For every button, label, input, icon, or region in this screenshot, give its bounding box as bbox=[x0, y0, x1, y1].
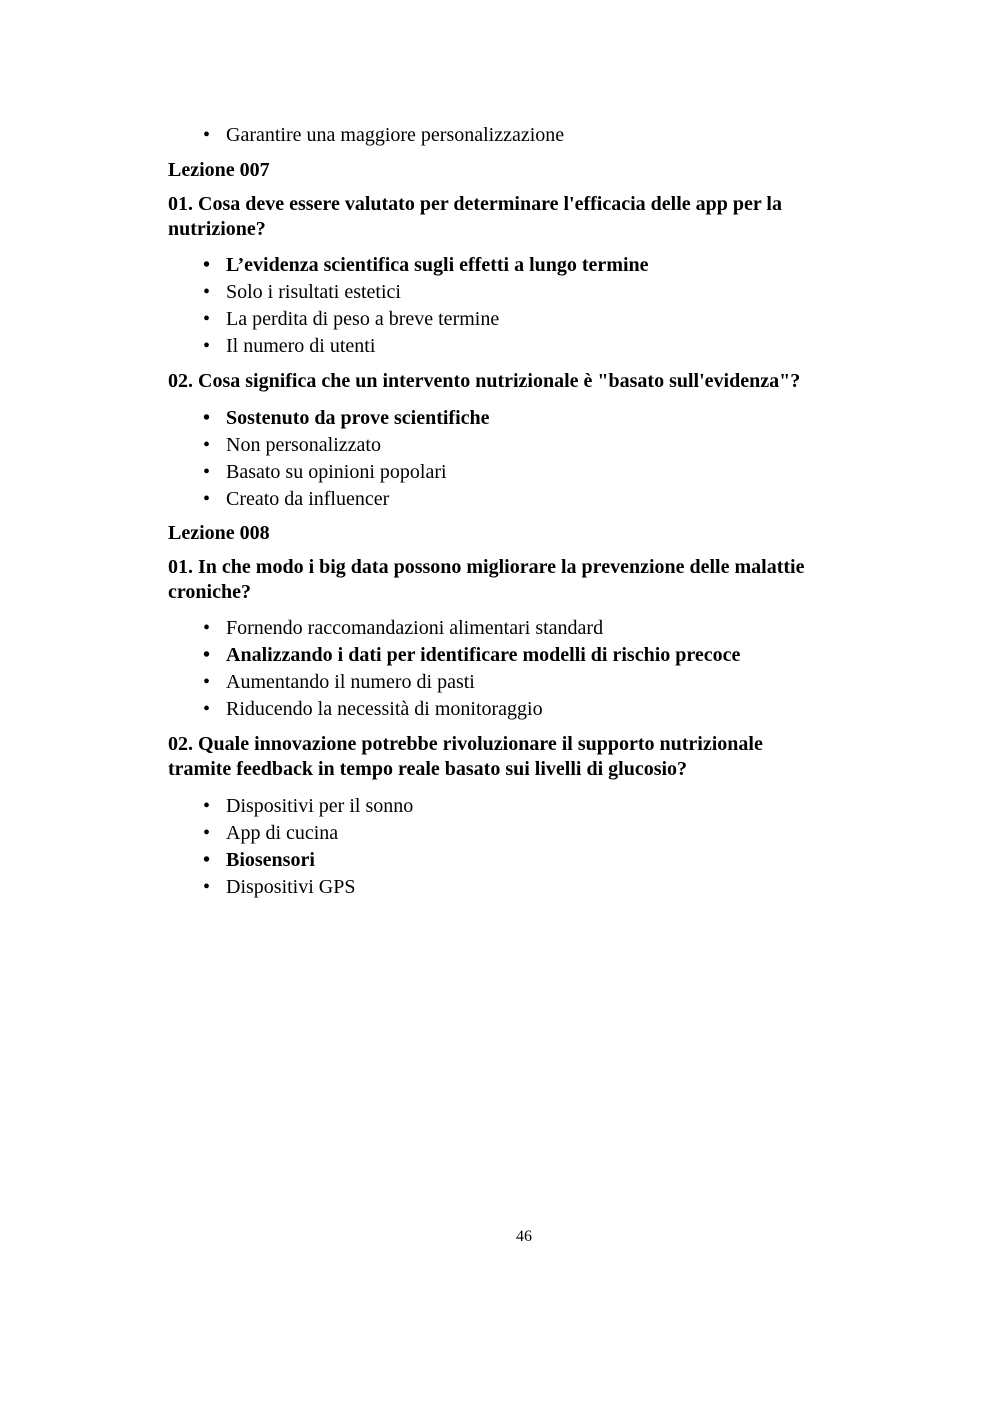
lesson-title: Lezione 007 bbox=[168, 159, 270, 181]
answer-text: App di cucina bbox=[226, 822, 339, 844]
bullet-icon: • bbox=[203, 822, 211, 844]
list-item bbox=[203, 486, 868, 513]
answer-text: Dispositivi per il sonno bbox=[226, 795, 414, 817]
list-item-text: Garantire una maggiore personalizzazione bbox=[226, 124, 565, 146]
bullet-icon: • bbox=[203, 461, 211, 483]
answer-text: L’evidenza scientifica sugli effetti a lungo termine bbox=[226, 254, 649, 276]
answer-list bbox=[168, 793, 868, 901]
bullet-icon: • bbox=[203, 617, 211, 639]
bullet-icon: • bbox=[203, 488, 211, 510]
bullet-icon: • bbox=[203, 281, 211, 303]
answer-list bbox=[168, 405, 868, 513]
answer-text: La perdita di peso a breve termine bbox=[226, 308, 500, 330]
question-text: 02. Cosa significa che un intervento nutrizionale è "basato sull'evidenza"? bbox=[168, 370, 801, 392]
bullet-icon: • bbox=[203, 698, 211, 720]
answer-text: Biosensori bbox=[226, 849, 315, 871]
list-item bbox=[203, 405, 868, 432]
list-item bbox=[203, 279, 868, 306]
list-item bbox=[203, 793, 868, 820]
bullet-icon: • bbox=[203, 308, 211, 330]
question-text: 01. In che modo i big data possono migliorare la prevenzione delle malattie croniche? bbox=[168, 556, 805, 603]
answer-text: Sostenuto da prove scientifiche bbox=[226, 407, 490, 429]
answer-text: Il numero di utenti bbox=[226, 335, 376, 357]
answer-text: Dispositivi GPS bbox=[226, 876, 356, 898]
list-item bbox=[203, 432, 868, 459]
page-number: 46 bbox=[516, 1228, 532, 1245]
answer-text: Creato da influencer bbox=[226, 488, 390, 510]
bullet-icon: • bbox=[203, 795, 211, 817]
bullet-icon: • bbox=[203, 849, 211, 871]
list-item bbox=[203, 642, 868, 669]
list-item bbox=[203, 252, 868, 279]
bullet-icon: • bbox=[203, 407, 211, 429]
list-item bbox=[203, 874, 868, 901]
answer-text: Basato su opinioni popolari bbox=[226, 461, 447, 483]
document-page bbox=[168, 120, 868, 901]
bullet-icon: • bbox=[203, 876, 211, 898]
answer-text: Fornendo raccomandazioni alimentari standard bbox=[226, 617, 604, 639]
answer-text: Analizzando i dati per identificare modelli di rischio precoce bbox=[226, 644, 741, 666]
list-item bbox=[203, 696, 868, 723]
lesson-title: Lezione 008 bbox=[168, 522, 270, 544]
list-item bbox=[203, 847, 868, 874]
list-item bbox=[203, 122, 868, 149]
bullet-icon: • bbox=[203, 124, 211, 146]
answer-list bbox=[168, 615, 868, 723]
list-item bbox=[203, 669, 868, 696]
answer-list bbox=[168, 252, 868, 360]
answer-text: Aumentando il numero di pasti bbox=[226, 671, 475, 693]
bullet-icon: • bbox=[203, 335, 211, 357]
list-item bbox=[203, 615, 868, 642]
bullet-icon: • bbox=[203, 434, 211, 456]
answer-text: Riducendo la necessità di monitoraggio bbox=[226, 698, 543, 720]
question-text: 01. Cosa deve essere valutato per determinare l'efficacia delle app per la nutrizione? bbox=[168, 193, 782, 240]
question-text: 02. Quale innovazione potrebbe rivoluzionare il supporto nutrizionale tramite feedback in tempo reale basato sui livelli di glucosio? bbox=[168, 733, 763, 780]
bullet-icon: • bbox=[203, 644, 211, 666]
list-item bbox=[203, 820, 868, 847]
answer-text: Solo i risultati estetici bbox=[226, 281, 401, 303]
list-item bbox=[203, 306, 868, 333]
bullet-icon: • bbox=[203, 254, 211, 276]
intro-list bbox=[168, 122, 868, 149]
answer-text: Non personalizzato bbox=[226, 434, 381, 456]
list-item bbox=[203, 459, 868, 486]
bullet-icon: • bbox=[203, 671, 211, 693]
list-item bbox=[203, 333, 868, 360]
